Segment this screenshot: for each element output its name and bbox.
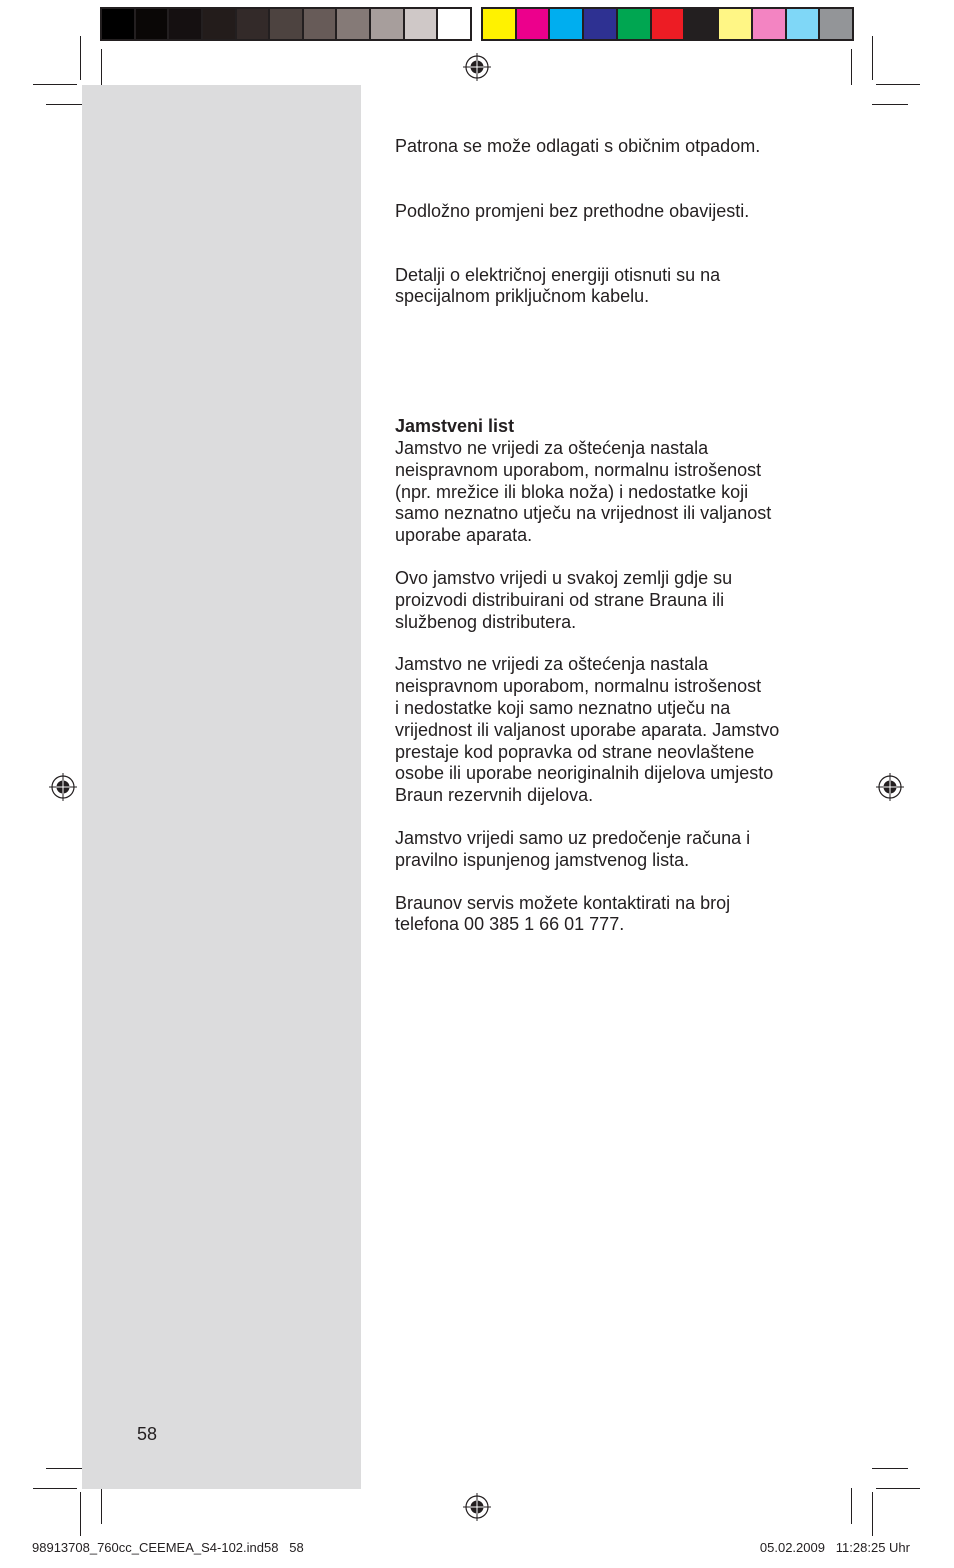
crop-mark [80, 1492, 81, 1536]
swatch-1 [102, 9, 134, 39]
crop-mark [872, 1468, 908, 1469]
text-line: samo neznatno utječu na vrijednost ili valjanost [395, 503, 772, 524]
crop-mark [80, 36, 81, 80]
swatch-pink [753, 9, 785, 39]
swatch-6 [270, 9, 302, 39]
text-line: Jamstvo ne vrijedi za oštećenja nastala [395, 437, 709, 458]
registration-mark-icon [463, 1493, 491, 1521]
swatch-8 [337, 9, 369, 39]
crop-mark [872, 36, 873, 80]
page-sidebar [82, 85, 361, 1489]
swatch-11 [438, 9, 470, 39]
text-line: Jamstvo ne vrijedi za oštećenja nastala [395, 654, 709, 675]
text-line: pravilno ispunjenog jamstvenog lista. [395, 849, 690, 870]
crop-mark [876, 84, 920, 85]
swatch-7 [304, 9, 336, 39]
text-line: proizvodi distribuirani od strane Brauna ili [395, 589, 725, 610]
swatch-blue [584, 9, 616, 39]
text-line: službenog distributera. [395, 611, 577, 632]
color-bar-right [481, 7, 854, 41]
swatch-red [652, 9, 684, 39]
swatch-green [618, 9, 650, 39]
crop-mark [33, 1488, 77, 1489]
paragraph-electrical [395, 265, 825, 309]
registration-mark-icon [876, 773, 904, 801]
text-line: i nedostatke koji samo neznatno utječu na [395, 697, 731, 718]
crop-mark [33, 84, 77, 85]
text-line: Detalji o električnoj energiji otisnuti su na [395, 264, 721, 285]
swatch-light-yellow [719, 9, 751, 39]
crop-mark [872, 1492, 873, 1536]
swatch-light-cyan [787, 9, 819, 39]
text-line: telefona 00 385 1 66 01 777. [395, 914, 625, 935]
paragraph-disposal: Patrona se može odlagati s običnim otpadom. [395, 136, 761, 156]
slug-filename: 98913708_760cc_CEEMEA_S4-102.ind58 58 [32, 1540, 304, 1555]
crop-mark [46, 1468, 82, 1469]
registration-mark-icon [49, 773, 77, 801]
swatch-9 [371, 9, 403, 39]
crop-mark [101, 49, 102, 85]
text-line: vrijednost ili valjanost uporabe aparata. Jamstvo [395, 719, 780, 740]
crop-mark [46, 104, 82, 105]
swatch-2 [136, 9, 168, 39]
warranty-section [395, 416, 825, 936]
page-number: 58 [137, 1424, 158, 1444]
crop-mark [851, 49, 852, 85]
swatch-black [685, 9, 717, 39]
swatch-cyan [550, 9, 582, 39]
text-line: Braun rezervnih dijelova. [395, 785, 594, 806]
text-line: neispravnom uporabom, normalnu istrošenost [395, 676, 762, 697]
warranty-paragraph-4 [395, 828, 825, 872]
swatch-4 [203, 9, 235, 39]
crop-mark [101, 1488, 102, 1524]
warranty-paragraph-5 [395, 893, 825, 937]
warranty-paragraph-1 [395, 438, 825, 547]
paragraph-changes: Podložno promjeni bez prethodne obavijesti. [395, 200, 750, 221]
text-column [395, 136, 825, 936]
swatch-3 [169, 9, 201, 39]
crop-mark [876, 1488, 920, 1489]
slug-timestamp: 05.02.2009 11:28:25 Uhr [759, 1540, 910, 1555]
crop-mark [851, 1488, 852, 1524]
swatch-5 [237, 9, 269, 39]
text-line: osobe ili uporabe neoriginalnih dijelova umjesto [395, 763, 774, 784]
text-line: specijalnom priključnom kabelu. [395, 286, 650, 307]
text-line: Braunov servis možete kontaktirati na broj [395, 892, 731, 913]
text-line: uporabe aparata. [395, 525, 533, 546]
text-line: Jamstvo vrijedi samo uz predočenje računa i [395, 827, 751, 848]
swatch-magenta [517, 9, 549, 39]
warranty-heading: Jamstveni list [395, 416, 515, 437]
warranty-paragraph-3 [395, 654, 825, 807]
text-line: (npr. mrežice ili bloka noža) i nedostatke koji [395, 481, 749, 502]
swatch-yellow [483, 9, 515, 39]
registration-mark-icon [463, 53, 491, 81]
swatch-10 [405, 9, 437, 39]
color-bar-left [100, 7, 472, 41]
crop-mark [872, 104, 908, 105]
text-line: Ovo jamstvo vrijedi u svakoj zemlji gdje su [395, 567, 733, 588]
text-line: prestaje kod popravka od strane neovlaštene [395, 741, 755, 762]
swatch-gray [820, 9, 852, 39]
warranty-paragraph-2 [395, 568, 825, 633]
text-line: neispravnom uporabom, normalnu istrošenost [395, 459, 762, 480]
